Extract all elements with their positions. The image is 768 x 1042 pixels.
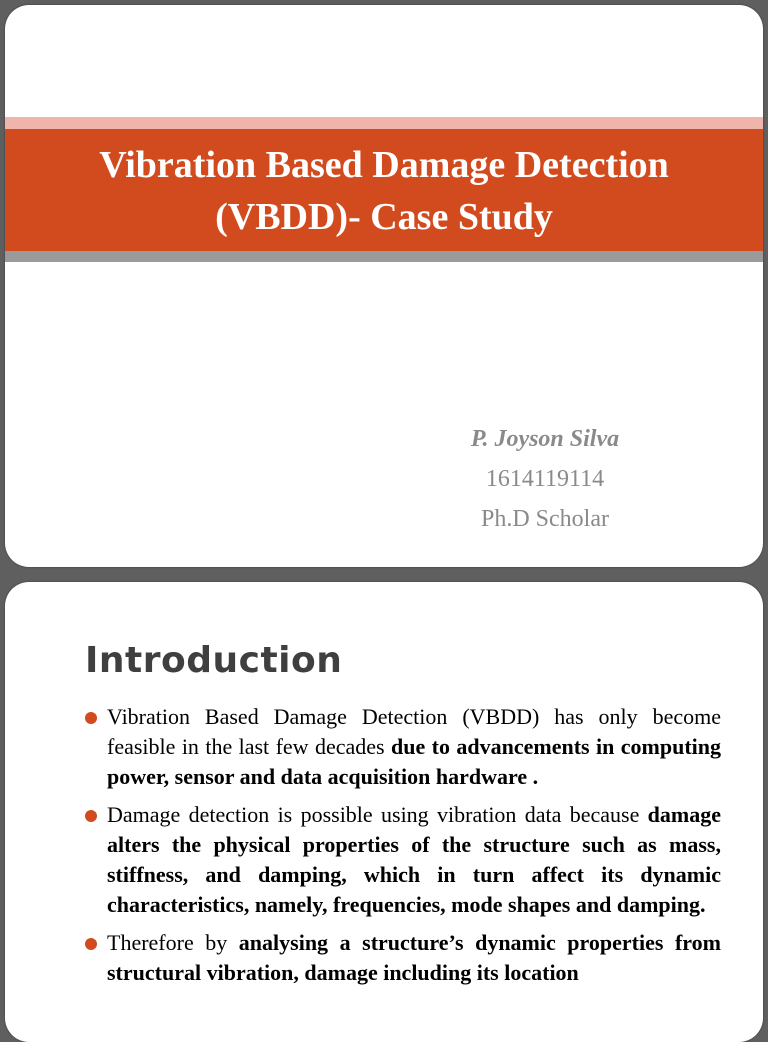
- bullet-text: Damage detection is possible using vibration data because: [107, 802, 648, 827]
- bullet-dot-icon: [85, 712, 97, 724]
- bullet-dot-icon: [85, 810, 97, 822]
- slide-title-line-1: Vibration Based Damage Detection: [99, 144, 669, 186]
- slide-title: [5, 139, 763, 243]
- slide-title-line-2: (VBDD)- Case Study: [215, 196, 553, 238]
- author-block: [415, 419, 675, 539]
- bullet-item: [83, 800, 721, 920]
- bullet-bold-text: damage alters the physical properties of the structure such as mass, stiffness, and damping, which in turn affect its dynamic characteristics, namely, frequencies, mode shapes and damping.: [107, 802, 721, 917]
- author-role: Ph.D Scholar: [481, 506, 609, 532]
- author-id: 1614119114: [485, 466, 605, 492]
- bullet-item: [83, 702, 721, 792]
- bullet-dot-icon: [85, 938, 97, 950]
- bullet-bold-text: analysing a structure’s dynamic properties from structural vibration, damage including its location: [107, 930, 721, 985]
- introduction-slide: [5, 582, 763, 1042]
- title-band-bottom-stripe: [5, 251, 763, 262]
- title-band-top-stripe: [5, 117, 763, 129]
- author-name: P. Joyson Silva: [470, 426, 620, 452]
- bullet-list: [83, 702, 721, 996]
- bullet-text: Vibration Based Damage Detection (VBDD) has only become feasible in the last few decades: [107, 704, 721, 759]
- bullet-item: [83, 928, 721, 988]
- bullet-text: Therefore by: [107, 930, 239, 955]
- slide-heading: Introduction: [85, 640, 343, 681]
- title-slide: [5, 5, 763, 567]
- bullet-bold-text: due to advancements in computing power, sensor and data acquisition hardware .: [107, 734, 722, 789]
